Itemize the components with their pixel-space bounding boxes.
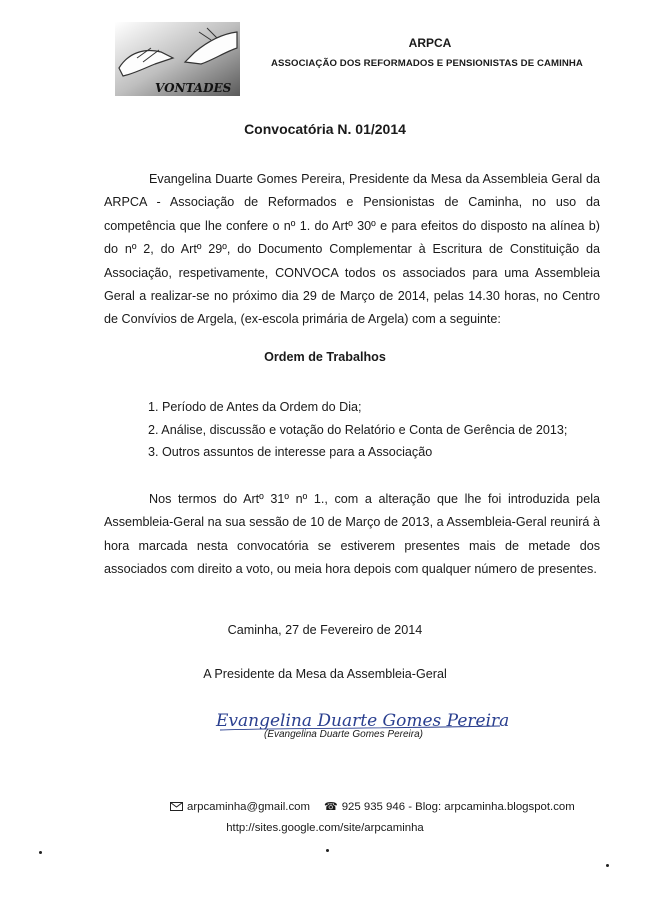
signature-caption: (Evangelina Duarte Gomes Pereira) — [264, 729, 423, 740]
agenda-list — [148, 396, 567, 464]
agenda-item: 2. Análise, discussão e votação do Relatório e Conta de Gerência de 2013; — [148, 422, 568, 437]
document-title: Convocatória N. 01/2014 — [244, 121, 406, 137]
scan-speck — [326, 849, 329, 852]
quorum-paragraph: Nos termos do Artº 31º nº 1., com a alteração que lhe foi introduzida pela Assembleia-Geral na sua sessão de 10 de Março de 2013, a Assembleia-Geral reunirá à hora marcada nesta convocatória se estiverem presentes mais de metade dos associados com direito a voto, ou meia hora depois com qualquer número de presentes. — [104, 492, 600, 577]
org-name: ARPCA — [408, 36, 452, 50]
logo-text: VONTADES — [155, 81, 232, 95]
svg-text:Evangelina Duarte Gomes Pereir: Evangelina Duarte Gomes Pereira — [216, 711, 510, 731]
footer-email[interactable]: arpcaminha@gmail.com — [187, 800, 310, 813]
place-date: Caminha, 27 de Fevereiro de 2014 — [227, 623, 423, 637]
agenda-title: Ordem de Trabalhos — [264, 350, 386, 364]
footer-phone-blog: 925 935 946 - Blog: arpcaminha.blogspot.com — [341, 800, 575, 813]
phone-icon: ☎ — [323, 801, 338, 813]
agenda-item: 3. Outros assuntos de interesse para a Associação — [148, 445, 433, 459]
org-full-name: ASSOCIAÇÃO DOS REFORMADOS E PENSIONISTAS DE CAMINHA — [271, 58, 583, 69]
footer-contacts — [170, 800, 575, 813]
signatory-title: A Presidente da Mesa da Assembleia-Geral — [203, 667, 447, 681]
scan-speck — [606, 864, 609, 867]
convocation-paragraph: Evangelina Duarte Gomes Pereira, Presidente da Mesa da Assembleia Geral da ARPCA - Associação de Reformados e Pensionistas de Caminha, no uso da competência que lhe confere o nº 1. do Artº 30º e para efeitos do disposto na alínea b) do nº 2, do Artº 29º, do Documento Complementar à Escritura de Constituição da Associação, respetivamente, CONVOCA todos os associados para uma Assembleia Geral a realizar-se no próximo dia 29 de Março de 2014, pelas 14.30 horas, no Centro de Convívios de Argela, (ex-escola primária de Argela) com a seguinte: — [104, 172, 600, 327]
scan-speck — [39, 851, 42, 854]
envelope-icon — [170, 802, 183, 811]
agenda-item: 1. Período de Antes da Ordem do Dia; — [148, 400, 362, 414]
footer-site[interactable]: http://sites.google.com/site/arpcaminha — [226, 822, 424, 834]
vontades-logo — [115, 22, 240, 96]
